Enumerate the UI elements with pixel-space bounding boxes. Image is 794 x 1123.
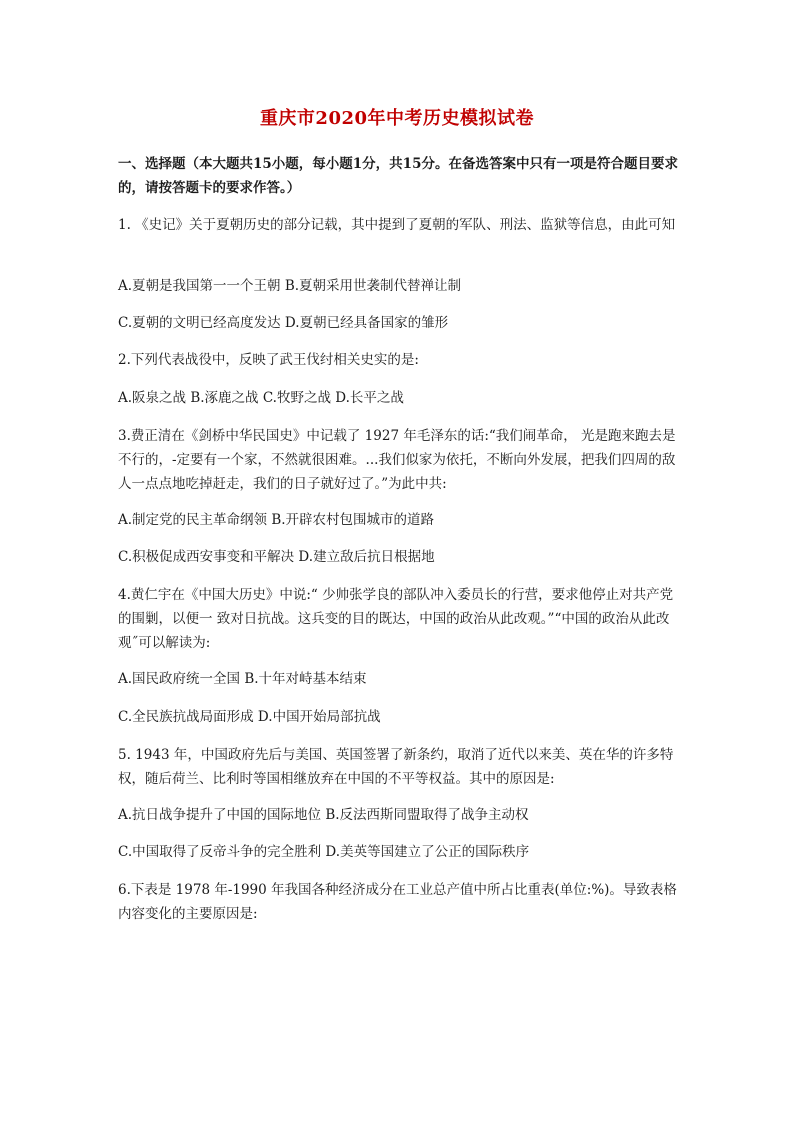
question-5-options-line-1: A.抗日战争提升了中国的国际地位 B.反法西斯同盟取得了战争主动权 bbox=[118, 807, 529, 823]
question-3-options-line-1: A.制定党的民主革命纲领 B.开辟农村包围城市的道路 bbox=[118, 512, 435, 528]
question-4-options-line-2: C.全民族抗战局面形成 D.中国开始局部抗战 bbox=[118, 709, 381, 725]
question-5-stem: 5. 1943 年，中国政府先后与美国、英国签署了新条约，取消了近代以来美、英在华的许多特权，随后荷兰、比利时等国相继放弃在中国的不平等权益。其中的原因是: bbox=[118, 747, 674, 787]
question-4-options-line-1: A.国民政府统一全国 B.十年对峙基本结束 bbox=[118, 671, 367, 687]
section-header: 一、选择题（本大题共15小题，每小题1分，共15分。在备选答案中只有一项是符合题目要求的，请按答题卡的要求作答。） bbox=[118, 156, 678, 196]
question-4-stem: 4.黄仁宇在《中国大历史》中说:“ 少帅张学良的部队冲入委员长的行营，要求他停止对共产党的围剿，以便一 致对日抗战。这兵变的目的既达，中国的政治从此改观。”“中国的政治从此改观˝可以解读为: bbox=[118, 587, 674, 651]
question-1-options-line-2: C.夏朝的文明已经高度发达 D.夏朝已经具备国家的雏形 bbox=[118, 315, 449, 331]
question-1-stem: 1. 《史记》关于夏朝历史的部分记载，其中提到了夏朝的军队、刑法、监狱等信息，由此可知 bbox=[118, 217, 676, 233]
question-2-options-line-1: A.阪泉之战 B.涿鹿之战 C.牧野之战 D.长平之战 bbox=[118, 390, 404, 406]
document-title: 重庆市2020年中考历史模拟试卷 bbox=[259, 108, 535, 129]
question-6-stem: 6.下表是 1978 年-1990 年我国各种经济成分在工业总产值中所占比重表(单位:%)。导致表格内容变化的主要原因是: bbox=[118, 882, 677, 922]
question-3-stem: 3.费正清在《剑桥中华民国史》中记载了 1927 年毛泽东的话:“我们闹革命， 光是跑来跑去是不行的，-定要有一个家，不然就很困难。...我们似家为依托，不断向外发展，把我们四周的敌人一点点地吃掉赶走，我们的日子就好过了。”为此中共: bbox=[118, 428, 676, 492]
question-1-options-line-1: A.夏朝是我国第一一个王朝 B.夏朝采用世袭制代替禅让制 bbox=[118, 278, 462, 294]
question-2-stem: 2.下列代表战役中，反映了武王伐纣相关史实的是: bbox=[118, 352, 419, 368]
question-3-options-line-2: C.积极促成西安事变和平解决 D.建立敌后抗日根据地 bbox=[118, 549, 435, 565]
question-5-options-line-2: C.中国取得了反帝斗争的完全胜利 D.美英等国建立了公正的国际秩序 bbox=[118, 844, 530, 860]
